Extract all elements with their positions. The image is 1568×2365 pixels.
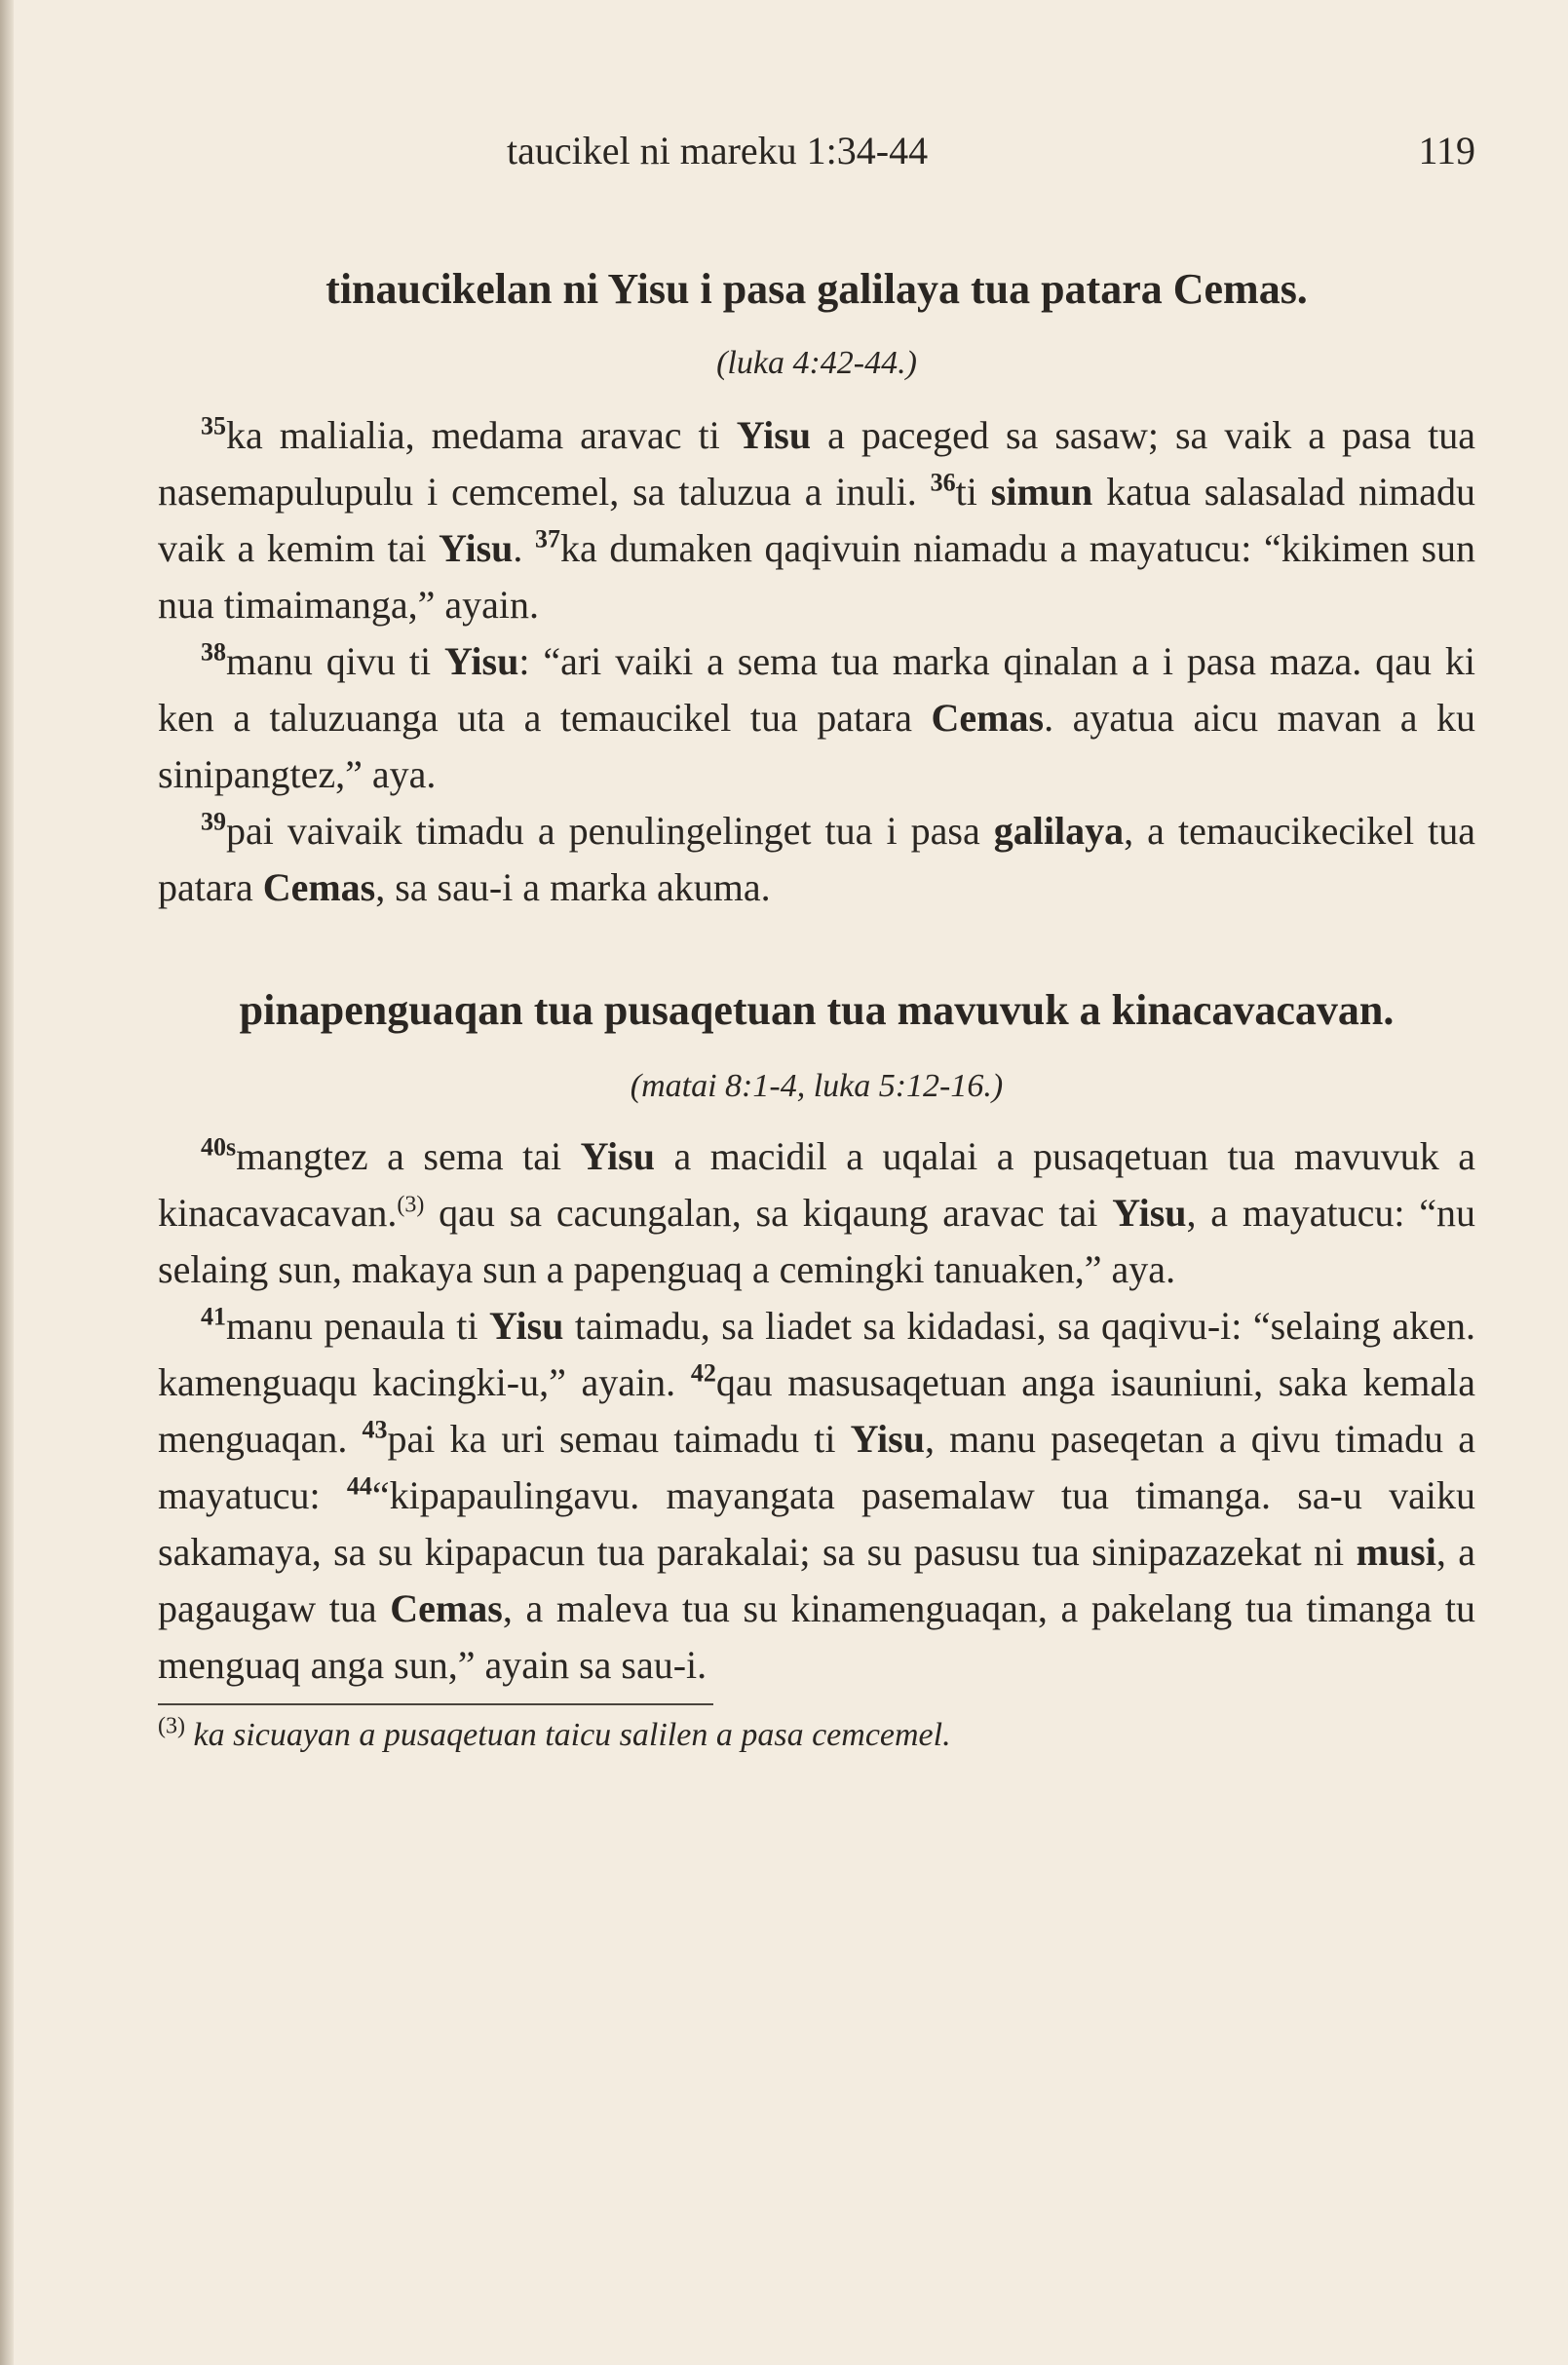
verse-text: mangtez a sema tai: [236, 1134, 581, 1178]
verse-number: 41: [201, 1302, 226, 1331]
verse-number: 38: [201, 637, 226, 667]
verse-number: 44: [346, 1471, 372, 1501]
verse-text: manu qivu ti: [226, 639, 444, 683]
section-reference: (matai 8:1-4, luka 5:12-16.): [630, 1068, 1004, 1104]
section-title: tinaucikelan ni Yisu i pasa galilaya tua patara Cemas.: [325, 265, 1308, 313]
footnote-text: ka sicuayan a pusaqetuan taicu salilen a pasa cemcemel.: [193, 1717, 951, 1753]
verse-number: 36: [930, 468, 956, 497]
verse-text: ka malialia, medama aravac ti: [226, 413, 737, 457]
verse-number: 40s: [201, 1132, 237, 1162]
verse-text: qau masusaqetuan anga isauniuni, saka kemala menguaqan.: [158, 1360, 1476, 1461]
verse-text: , a pagaugaw tua: [158, 1530, 1475, 1630]
page-number: 119: [1418, 129, 1475, 172]
verse-number: 37: [535, 524, 560, 553]
verse-text: .: [513, 526, 535, 570]
verse-number: 39: [201, 807, 226, 836]
verse-text: ti: [955, 470, 991, 514]
bold-name: Yisu: [580, 1134, 655, 1178]
verse-paragraph: [158, 1298, 1475, 1694]
bold-name: galilaya: [993, 809, 1125, 853]
verse-paragraph: [158, 633, 1475, 803]
verse-text: , a maleva tua su kinamenguaqan, a pakelang tua timanga tu menguaq anga sun,” ayain sa sau-i.: [158, 1586, 1476, 1687]
verse-text: katua salasalad nimadu vaik a kemim tai: [158, 470, 1475, 570]
bold-name: Cemas: [262, 865, 376, 909]
section-title: pinapenguaqan tua pusaqetuan tua mavuvuk a kinacavacavan.: [239, 986, 1395, 1034]
verse-number: 43: [362, 1415, 388, 1444]
running-header: [158, 117, 1475, 185]
bold-name: Yisu: [489, 1304, 564, 1348]
verse-paragraph: [158, 1128, 1475, 1298]
verse-paragraph: [158, 407, 1475, 633]
verse-text: manu penaula ti: [226, 1304, 490, 1348]
verse-text: a paceged sa sasaw; sa vaik a pasa tua nasemapulupulu i cemcemel, sa taluzua a inuli.: [158, 413, 1475, 514]
verse-text: , a temaucikecikel tua patara: [158, 809, 1475, 909]
book-page: [158, 117, 1475, 1758]
verse-text: . ayatua aicu mavan a ku sinipangtez,” aya.: [158, 696, 1476, 796]
verse-text: a macidil a uqalai a pusaqetuan tua mavuvuk a kinacavacavan.: [158, 1134, 1475, 1235]
section-reference: (luka 4:42-44.): [716, 345, 917, 381]
verse-text: taimadu, sa liadet sa kidadasi, sa qaqivu-i: “selaing aken. kamenguaqu kacingki-u,” ayain.: [158, 1304, 1476, 1404]
verse-number: 42: [690, 1358, 716, 1388]
bold-name: Yisu: [1112, 1191, 1187, 1235]
verse-text: qau sa cacungalan, sa kiqaung aravac tai: [424, 1191, 1113, 1235]
verse-text: : “ari vaiki a sema tua marka qinalan a i pasa maza. qau ki ken a taluzuanga uta a temaucikel tua patara: [158, 639, 1475, 740]
verse-paragraph: [158, 803, 1475, 916]
verse-text: pai vaivaik timadu a penulingelinget tua i pasa: [226, 809, 994, 853]
footnote-number: (3): [158, 1713, 185, 1739]
verse-text: , a mayatucu: “nu selaing sun, makaya sun a papenguaq a cemingki tanuaken,” aya.: [158, 1191, 1476, 1291]
running-head-title: taucikel ni mareku 1:34-44: [507, 129, 929, 172]
verse-text: pai ka uri semau taimadu ti: [387, 1417, 851, 1461]
verse-text: “kipapaulingavu. mayangata pasemalaw tua timanga. sa-u vaiku sakamaya, sa su kipapacun tua parakalai; sa su pasusu tua sinipazazekat ni: [158, 1473, 1475, 1574]
page-binding-edge: [0, 0, 14, 2365]
footnote-marker[interactable]: (3): [397, 1192, 425, 1218]
verse-text: ka dumaken qaqivuin niamadu a mayatucu: “kikimen sun nua timaimanga,” ayain.: [158, 526, 1476, 627]
bold-name: musi: [1356, 1530, 1436, 1574]
bold-name: simun: [990, 470, 1093, 514]
bold-name: Yisu: [439, 526, 514, 570]
bold-name: Cemas: [390, 1586, 503, 1630]
bold-name: Cemas: [931, 696, 1045, 740]
verse-number: 35: [201, 411, 226, 440]
footnote-divider: [158, 1703, 713, 1705]
bold-name: Yisu: [736, 413, 812, 457]
verse-text: , manu paseqetan a qivu timadu a mayatucu:: [158, 1417, 1476, 1517]
bold-name: Yisu: [443, 639, 519, 683]
verse-text: , sa sau-i a marka akuma.: [375, 865, 771, 909]
bold-name: Yisu: [850, 1417, 925, 1461]
footnote: [158, 1713, 1475, 1758]
